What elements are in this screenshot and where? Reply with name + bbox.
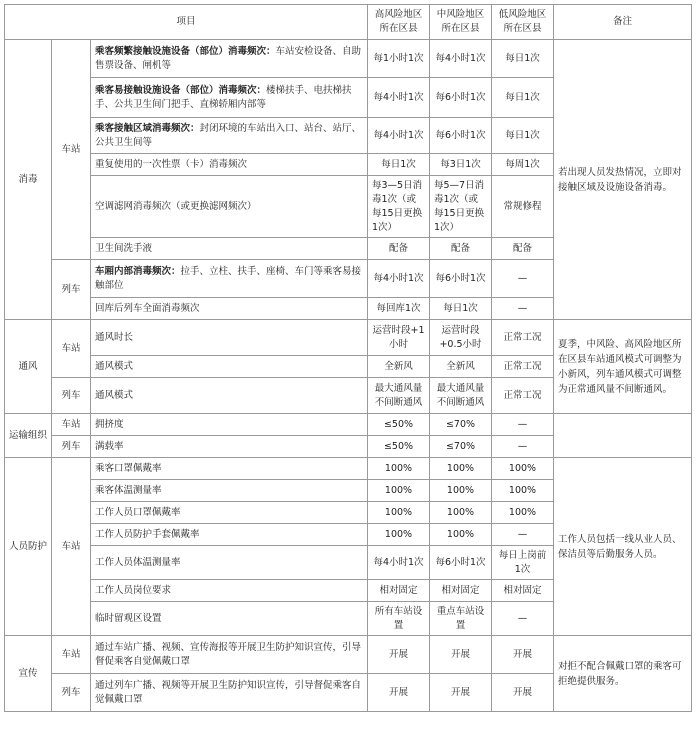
row-item: 通过列车广播、视频等开展卫生防护知识宣传，引导督促乘客自觉佩戴口罩 (91, 674, 368, 712)
row-item: 空调滤网消毒频次（或更换滤网频次） (91, 176, 368, 238)
mid-value: 运营时段+0.5小时 (430, 320, 492, 356)
high-value: 100% (368, 502, 430, 524)
high-value: 每4小时1次 (368, 78, 430, 118)
row-item: 通风时长 (91, 320, 368, 356)
table-row (5, 458, 692, 480)
high-value: 每4小时1次 (368, 260, 430, 298)
low-value: 每日1次 (492, 40, 554, 78)
row-item: 拥挤度 (91, 414, 368, 436)
sub-train: 列车 (52, 436, 91, 458)
mid-value: 100% (430, 458, 492, 480)
mid-value: 全新风 (430, 356, 492, 378)
sub-train: 列车 (52, 260, 91, 320)
high-value: 相对固定 (368, 580, 430, 602)
mid-value: 每5—7日消毒1次（或每15日更换1次） (430, 176, 492, 238)
table-row (5, 320, 692, 356)
low-value: — (492, 524, 554, 546)
low-value: 相对固定 (492, 580, 554, 602)
low-value: 每日1次 (492, 78, 554, 118)
low-value: 正常工况 (492, 320, 554, 356)
mid-value: 重点车站设置 (430, 602, 492, 636)
mid-value: 每6小时1次 (430, 260, 492, 298)
mid-value: 每日1次 (430, 298, 492, 320)
note-transport (554, 414, 692, 458)
row-item: 乘客口罩佩戴率 (91, 458, 368, 480)
mid-value: 配备 (430, 238, 492, 260)
row-item: 通风模式 (91, 356, 368, 378)
row-item: 车厢内部消毒频次：拉手、立柱、扶手、座椅、车门等乘客易接触部位 (91, 260, 368, 298)
mid-value: 最大通风量不间断通风 (430, 378, 492, 414)
row-item: 工作人员体温测量率 (91, 546, 368, 580)
high-value: 全新风 (368, 356, 430, 378)
section-ventilation: 通风 (5, 320, 52, 414)
mid-value: 100% (430, 524, 492, 546)
high-value: ≤50% (368, 436, 430, 458)
row-item: 乘客接触区域消毒频次：封闭环境的车站出入口、站台、站厅、公共卫生间等 (91, 118, 368, 154)
header-note: 备注 (554, 5, 692, 40)
high-value: 开展 (368, 636, 430, 674)
low-value: 开展 (492, 674, 554, 712)
mid-value: 开展 (430, 674, 492, 712)
section-transport: 运输组织 (5, 414, 52, 458)
sub-station: 车站 (52, 414, 91, 436)
table-row (5, 636, 692, 674)
high-value: 100% (368, 524, 430, 546)
note-disinfect: 若出现人员发热情况，立即对接触区域及设施设备消毒。 (554, 40, 692, 320)
header-low-risk: 低风险地区所在区县 (492, 5, 554, 40)
high-value: 每1小时1次 (368, 40, 430, 78)
high-value: ≤50% (368, 414, 430, 436)
high-value: 开展 (368, 674, 430, 712)
high-value: 每3—5日消毒1次（或每15日更换1次） (368, 176, 430, 238)
high-value: 每4小时1次 (368, 118, 430, 154)
low-value: 常规修程 (492, 176, 554, 238)
row-item: 卫生间洗手液 (91, 238, 368, 260)
mid-value: 每6小时1次 (430, 118, 492, 154)
section-protection: 人员防护 (5, 458, 52, 636)
row-item: 乘客体温测量率 (91, 480, 368, 502)
high-value: 每4小时1次 (368, 546, 430, 580)
note-publicity: 对拒不配合佩戴口罩的乘客可拒绝提供服务。 (554, 636, 692, 712)
header-item: 项目 (5, 5, 368, 40)
row-item: 工作人员防护手套佩戴率 (91, 524, 368, 546)
row-item: 乘客易接触设施设备（部位）消毒频次：楼梯扶手、电扶梯扶手、公共卫生间门把手、直梯轿厢内部等 (91, 78, 368, 118)
high-value: 所有车站设置 (368, 602, 430, 636)
mid-value: ≤70% (430, 436, 492, 458)
low-value: 100% (492, 502, 554, 524)
low-value: — (492, 414, 554, 436)
mid-value: 每6小时1次 (430, 546, 492, 580)
low-value: — (492, 602, 554, 636)
low-value: 正常工况 (492, 378, 554, 414)
section-disinfect: 消毒 (5, 40, 52, 320)
header-high-risk: 高风险地区所在区县 (368, 5, 430, 40)
table-header (5, 5, 692, 40)
low-value: 配备 (492, 238, 554, 260)
high-value: 每回库1次 (368, 298, 430, 320)
row-item: 乘客频繁接触设施设备（部位）消毒频次：车站安检设备、自助售票设备、闸机等 (91, 40, 368, 78)
sub-station: 车站 (52, 40, 91, 260)
row-item: 工作人员岗位要求 (91, 580, 368, 602)
row-item: 回库后列车全面消毒频次 (91, 298, 368, 320)
table-row (5, 40, 692, 78)
mid-value: 开展 (430, 636, 492, 674)
row-item: 重复使用的一次性票（卡）消毒频次 (91, 154, 368, 176)
table-row (5, 414, 692, 436)
high-value: 每日1次 (368, 154, 430, 176)
row-item: 通过车站广播、视频、宣传海报等开展卫生防护知识宣传，引导督促乘客自觉佩戴口罩 (91, 636, 368, 674)
mid-value: 每3日1次 (430, 154, 492, 176)
row-item: 工作人员口罩佩戴率 (91, 502, 368, 524)
low-value: 100% (492, 458, 554, 480)
row-item: 满载率 (91, 436, 368, 458)
low-value: — (492, 298, 554, 320)
sub-station: 车站 (52, 458, 91, 636)
sub-train: 列车 (52, 378, 91, 414)
sub-station: 车站 (52, 320, 91, 378)
low-value: 100% (492, 480, 554, 502)
measures-table (4, 4, 692, 712)
low-value: 开展 (492, 636, 554, 674)
note-protection: 工作人员包括一线从业人员、保洁员等后勤服务人员。 (554, 458, 692, 636)
mid-value: ≤70% (430, 414, 492, 436)
high-value: 运营时段+1小时 (368, 320, 430, 356)
note-ventilation: 夏季，中风险、高风险地区所在区县车站通风模式可调整为小新风，列车通风模式可调整为正常通风量不间断通风。 (554, 320, 692, 414)
high-value: 最大通风量不间断通风 (368, 378, 430, 414)
mid-value: 100% (430, 502, 492, 524)
section-publicity: 宣传 (5, 636, 52, 712)
row-item: 临时留观区设置 (91, 602, 368, 636)
low-value: 每日上岗前1次 (492, 546, 554, 580)
low-value: 每日1次 (492, 118, 554, 154)
low-value: — (492, 260, 554, 298)
mid-value: 每4小时1次 (430, 40, 492, 78)
mid-value: 每6小时1次 (430, 78, 492, 118)
high-value: 100% (368, 458, 430, 480)
mid-value: 100% (430, 480, 492, 502)
low-value: 正常工况 (492, 356, 554, 378)
sub-train: 列车 (52, 674, 91, 712)
header-mid-risk: 中风险地区所在区县 (430, 5, 492, 40)
mid-value: 相对固定 (430, 580, 492, 602)
row-item: 通风模式 (91, 378, 368, 414)
low-value: 每周1次 (492, 154, 554, 176)
low-value: — (492, 436, 554, 458)
high-value: 100% (368, 480, 430, 502)
high-value: 配备 (368, 238, 430, 260)
sub-station: 车站 (52, 636, 91, 674)
